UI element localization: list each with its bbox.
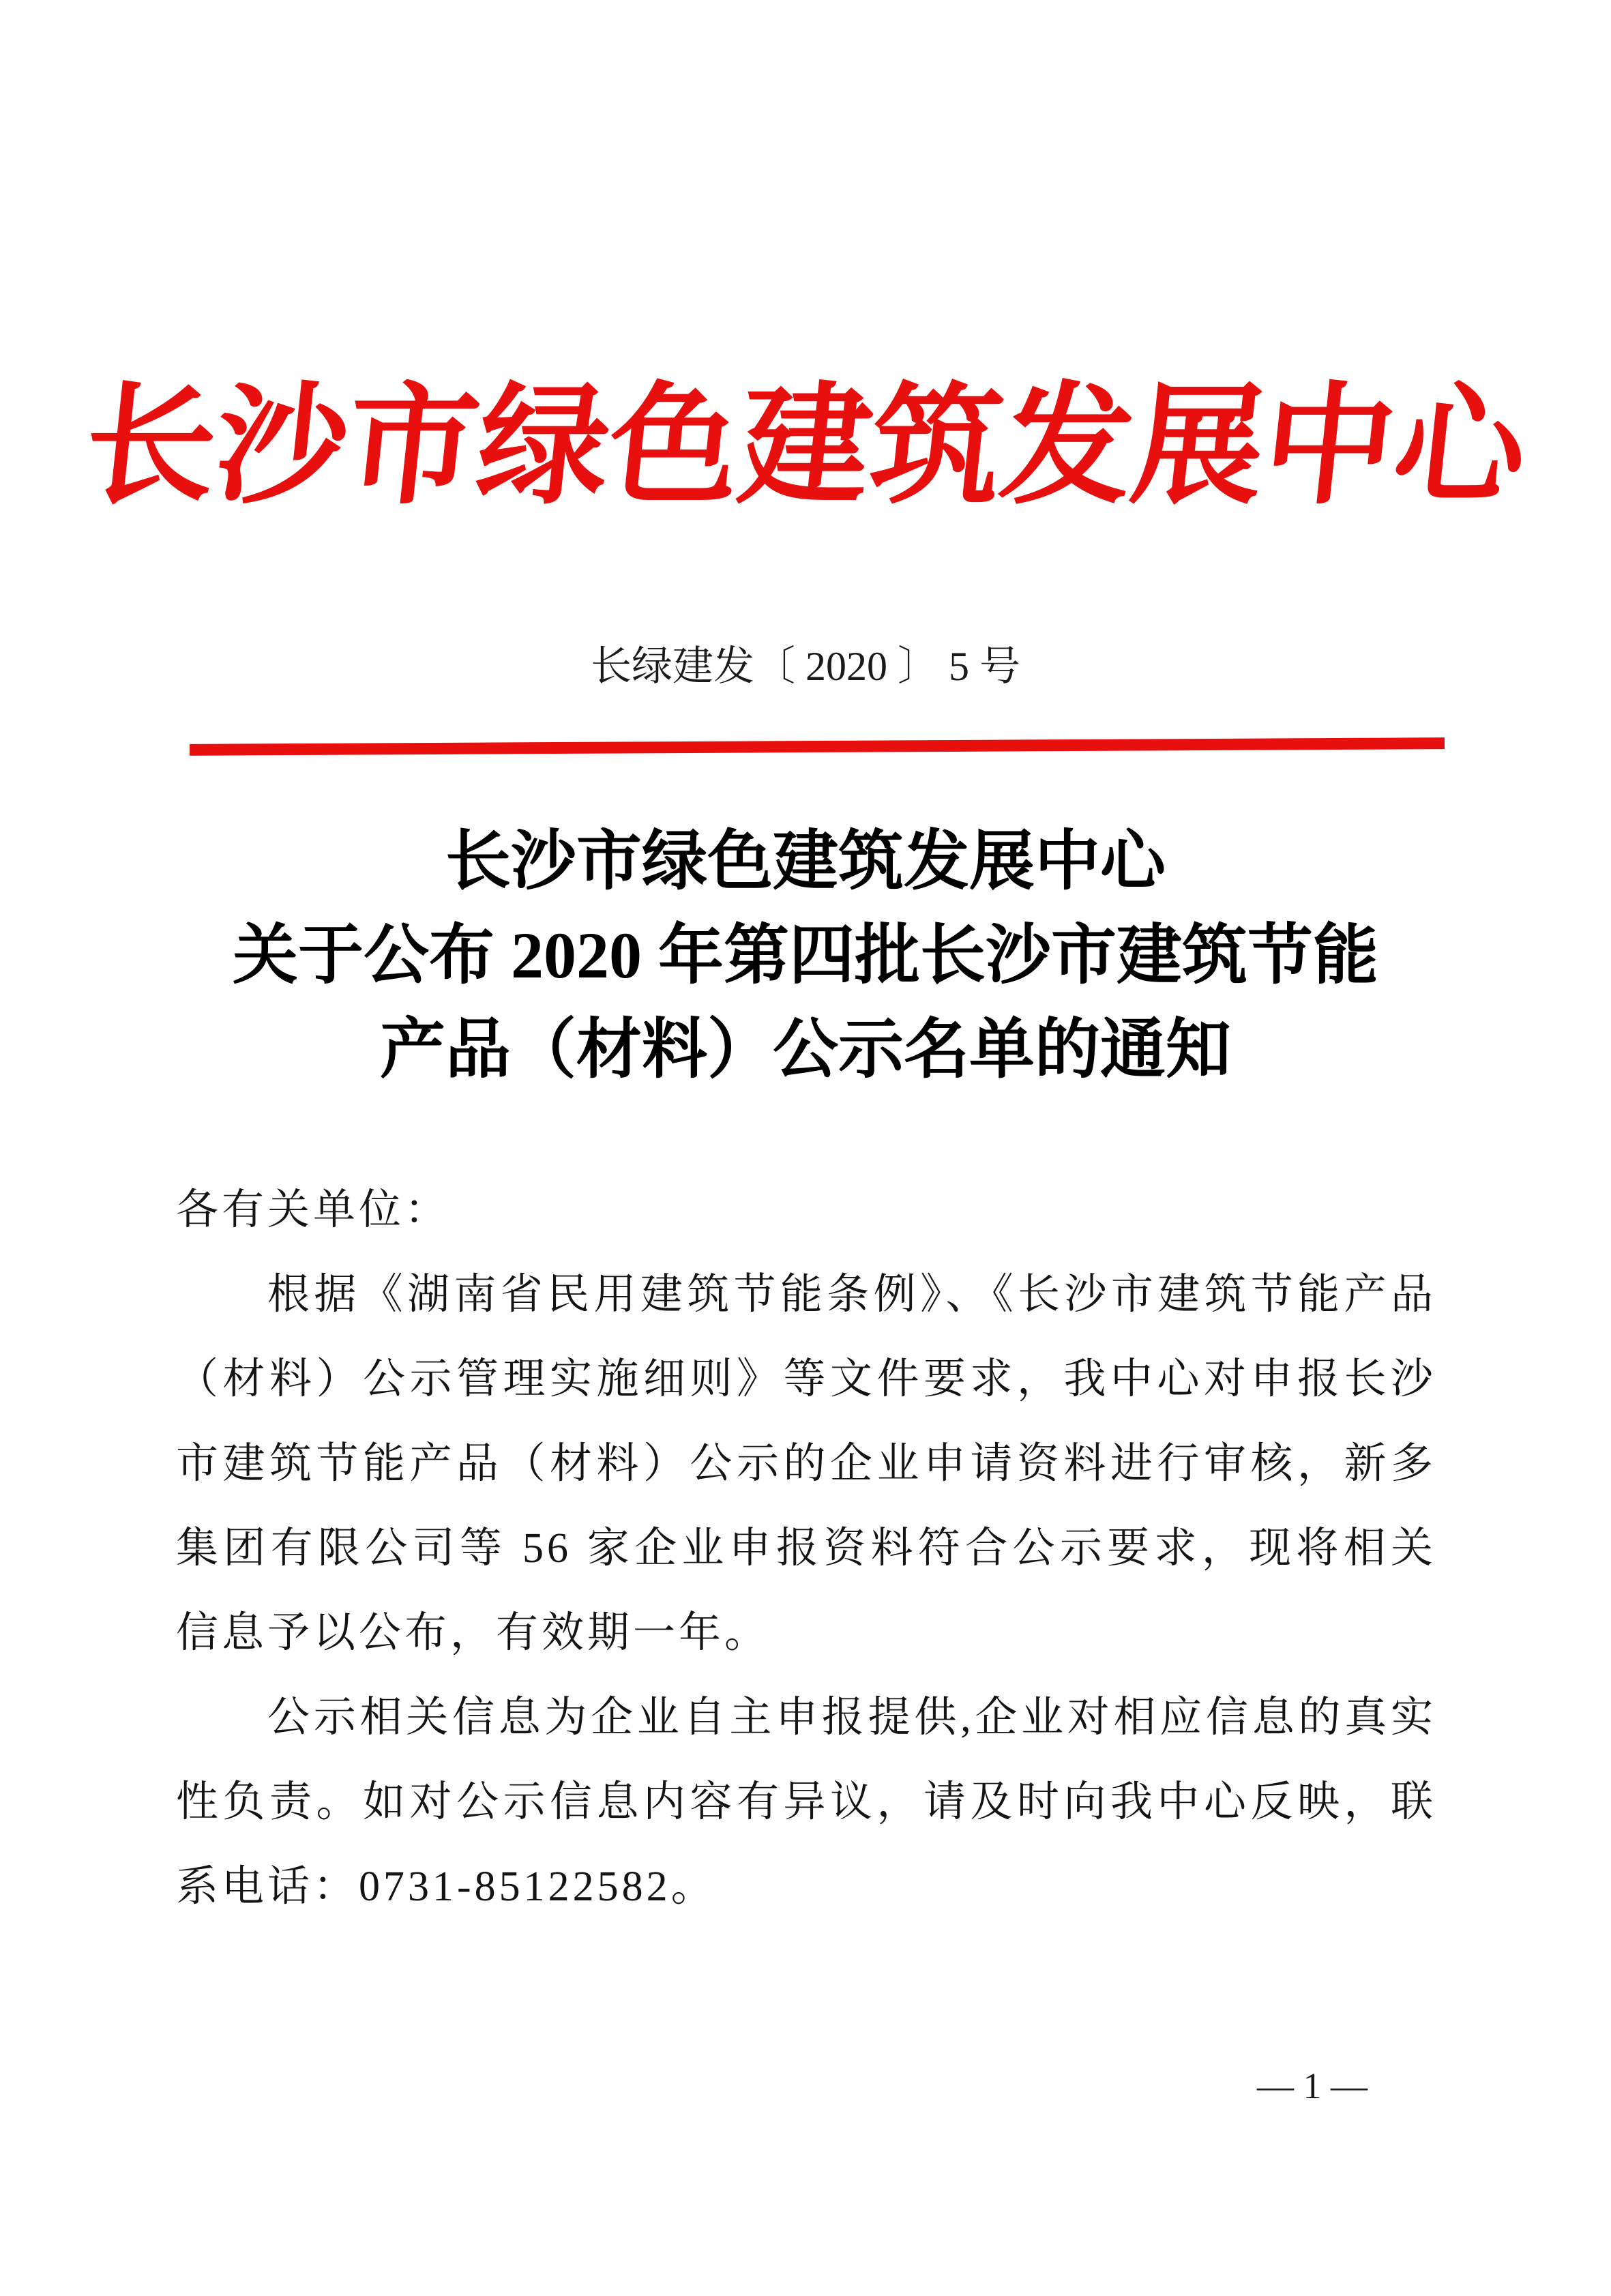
body-paragraph-1: 根据《湖南省民用建筑节能条例》、《长沙市建筑节能产品（材料）公示管理实施细则》等文件要求，我中心对申报长沙市建筑节能产品（材料）公示的企业申请资料进行审核，新多集团有限公司等 56 家企业申报资料符合公示要求，现将相关信息予以公布，有效期一年。 [176, 1271, 1436, 1656]
notice-title-line-2: 关于公布 2020 年第四批长沙市建筑节能 [233, 919, 1378, 992]
notice-title-line-1: 长沙市绿色建筑发展中心 [445, 825, 1166, 898]
page-number: — 1 — [1257, 2065, 1368, 2106]
document-number: 长绿建发〔 2020 〕 5 号 [591, 644, 1020, 689]
salutation: 各有关单位： [176, 1187, 451, 1233]
body-paragraph-2: 公示相关信息为企业自主申报提供,企业对相应信息的真实性负责。如对公示信息内容有异议，请及时向我中心反映，联系电话：0731-85122582。 [176, 1694, 1436, 1910]
notice-body [176, 1168, 1436, 1929]
notice-title-line-3: 产品（材料）公示名单的通知 [380, 1013, 1231, 1086]
org-title: 长沙市绿色建筑发展中心 [77, 374, 1534, 520]
red-divider-rule [190, 737, 1445, 756]
notice-title [0, 814, 1611, 1097]
